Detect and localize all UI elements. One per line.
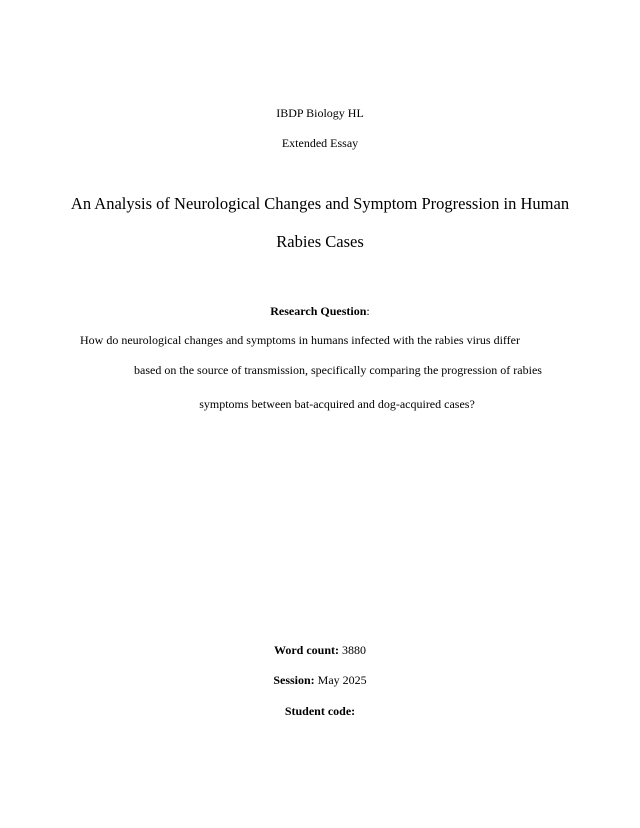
course-name: IBDP Biology HL	[276, 106, 364, 120]
word-count-label: Word count:	[273, 643, 339, 657]
word-count-value: 3880	[342, 643, 366, 657]
research-question-label: Research Question	[270, 304, 367, 318]
research-question-line-2: based on the source of transmission, specifically comparing the progression of rabies	[134, 363, 542, 377]
essay-title-line-1: An Analysis of Neurological Changes and Symptom Progression in Human	[70, 194, 570, 213]
word-count	[0, 642, 640, 658]
student-code-label: Student code:	[284, 704, 356, 718]
essay-title-line-2: Rabies Cases	[276, 232, 364, 251]
document-type: Extended Essay	[281, 136, 359, 150]
session-value: May 2025	[317, 673, 367, 687]
session	[0, 672, 640, 688]
session-label: Session:	[273, 673, 315, 687]
research-question-line-3: symptoms between bat-acquired and dog-acquired cases?	[199, 397, 475, 411]
research-question-heading	[0, 303, 640, 319]
student-code	[0, 703, 640, 719]
research-question-line-1: How do neurological changes and symptoms in humans infected with the rabies virus differ	[79, 333, 520, 347]
research-question-label-suffix: :	[366, 304, 370, 318]
